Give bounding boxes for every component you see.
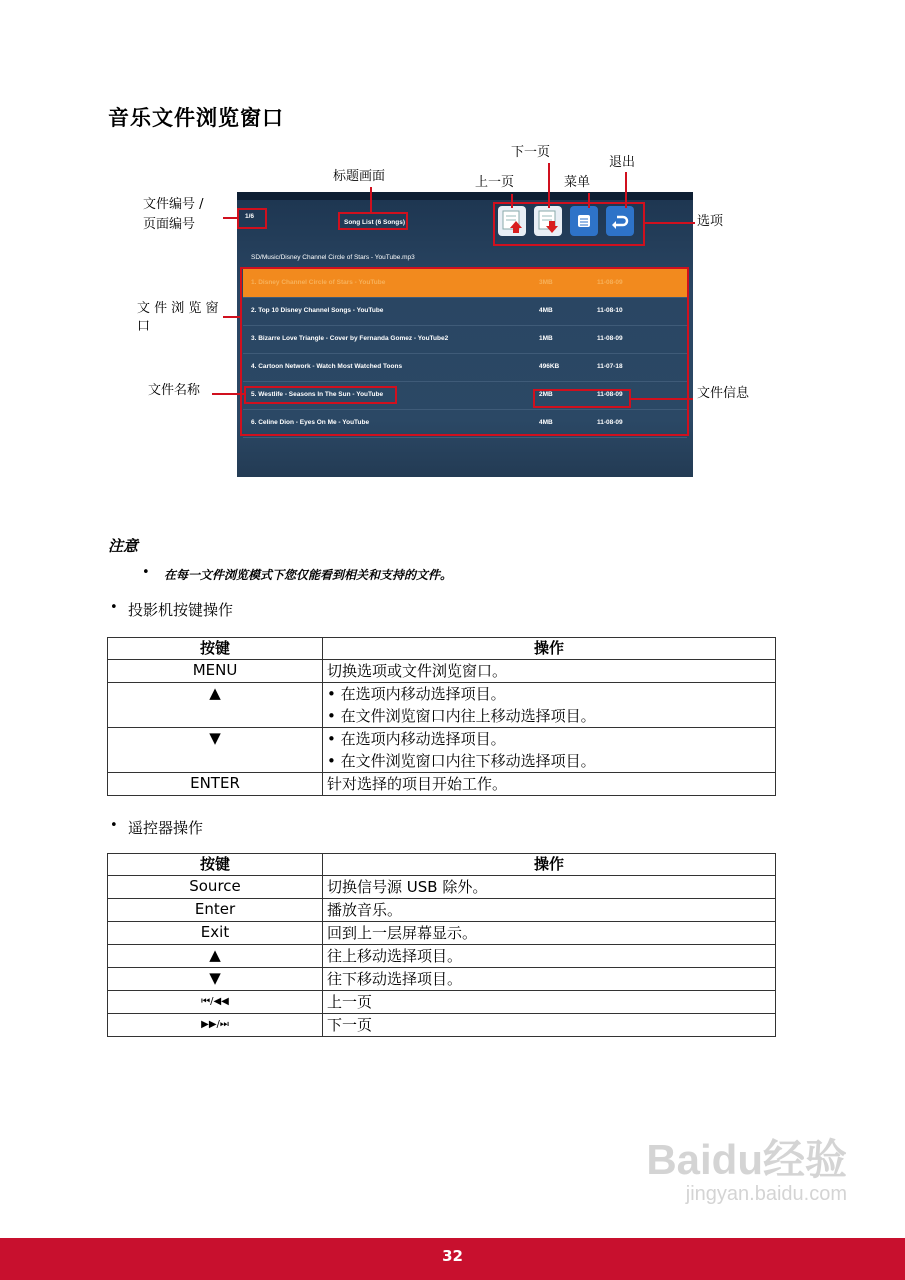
file-name: 4. Cartoon Network - Watch Most Watched Toons [251, 363, 403, 370]
callout-next-page: 下一页 [511, 145, 551, 160]
file-date: 11-08-09 [597, 279, 623, 286]
screen-list-title: Song List (6 Songs) [344, 219, 406, 226]
action-cell [323, 683, 776, 728]
table-header-action: 操作 [323, 638, 776, 660]
projector-keys-table [107, 637, 776, 796]
callout-exit: 退出 [609, 155, 636, 170]
baidu-watermark [646, 1138, 847, 1206]
action-cell: 下一页 [323, 1014, 776, 1037]
file-name: 5. Westlife - Seasons In The Sun - YouTube [251, 391, 384, 398]
action-cell: 播放音乐。 [323, 899, 776, 922]
action-bullet [327, 750, 771, 772]
bullet-dot: • [327, 752, 341, 770]
callout-file-page-number: 文件编号 / [143, 197, 204, 212]
action-cell: 上一页 [323, 991, 776, 1014]
page-number: 32 [0, 1238, 905, 1280]
action-text: 在文件浏览窗口内往下移动选择项目。 [340, 752, 596, 770]
action-bullet [327, 683, 771, 705]
callout-prev-page: 上一页 [475, 175, 515, 190]
file-size: 496KB [539, 363, 560, 370]
projector-section-title: 投影机按键操作 [128, 601, 234, 619]
bullet-dot: • [142, 565, 150, 580]
key-cell: ENTER [108, 773, 323, 796]
key-cell: Enter [108, 899, 323, 922]
remote-keys-table [107, 853, 776, 1037]
screen-page-counter: 1/6 [245, 213, 255, 220]
callout-menu: 菜单 [564, 175, 591, 190]
title-box [338, 212, 408, 230]
callout-options: 选项 [697, 214, 724, 229]
bullet-dot: • [327, 707, 341, 725]
action-cell: 往上移动选择项目。 [323, 945, 776, 968]
note-heading: 注意 [108, 537, 139, 555]
file-date: 11-08-09 [597, 335, 623, 342]
key-cell: Source [108, 876, 323, 899]
screen-file-path: SD/Music/Disney Channel Circle of Stars - YouTube.mp3 [251, 254, 415, 261]
table-row [108, 728, 776, 773]
action-text: 在文件浏览窗口内往上移动选择项目。 [340, 707, 596, 725]
bullet-dot: • [327, 730, 341, 748]
table-row [108, 773, 776, 796]
action-text: 在选项内移动选择项目。 [340, 685, 506, 703]
file-date: 11-08-10 [597, 307, 623, 314]
file-size: 4MB [539, 307, 553, 314]
table-row [108, 991, 776, 1014]
table-row [108, 968, 776, 991]
action-cell: 往下移动选择项目。 [323, 968, 776, 991]
file-name: 1. Disney Channel Circle of Stars - YouTube [251, 279, 386, 286]
table-row [108, 899, 776, 922]
browser-window-box [240, 267, 689, 436]
table-row [108, 660, 776, 683]
key-cell: MENU [108, 660, 323, 683]
table-row [108, 1014, 776, 1037]
file-name-box [244, 386, 397, 404]
callout-browser-window-2: 口 [137, 319, 151, 334]
callout-file-name: 文件名称 [148, 383, 201, 398]
action-cell [323, 728, 776, 773]
callout-file-page-number-2: 页面编号 [143, 217, 196, 232]
watermark-url: jingyan.baidu.com [685, 1183, 847, 1205]
table-header-key: 按键 [108, 638, 323, 660]
table-row [108, 876, 776, 899]
bullet-dot: • [110, 600, 118, 615]
file-size: 1MB [539, 335, 553, 342]
options-box [493, 202, 645, 246]
table-row [108, 683, 776, 728]
key-cell: ▲ [108, 945, 323, 968]
file-size: 2MB [539, 391, 553, 398]
key-cell: Exit [108, 922, 323, 945]
callout-file-info: 文件信息 [697, 386, 750, 401]
key-cell: ▲ [108, 683, 323, 728]
remote-section-title: 遥控器操作 [128, 819, 204, 837]
table-header-key: 按键 [108, 854, 323, 876]
action-bullet [327, 705, 771, 727]
key-cell: ▼ [108, 728, 323, 773]
page-counter-box [237, 208, 267, 229]
table-row [108, 945, 776, 968]
watermark-brand: Baidu经验 [646, 1136, 847, 1183]
callout-title-screen: 标题画面 [333, 169, 386, 184]
action-cell: 回到上一层屏幕显示。 [323, 922, 776, 945]
file-name: 2. Top 10 Disney Channel Songs - YouTube [251, 307, 384, 314]
action-cell: 切换信号源 USB 除外。 [323, 876, 776, 899]
file-name: 3. Bizarre Love Triangle - Cover by Fernanda Gomez - YouTube2 [251, 335, 449, 342]
callout-browser-window: 文 件 浏 览 窗 [137, 301, 219, 316]
table-row [108, 922, 776, 945]
table-header-action: 操作 [323, 854, 776, 876]
action-text: 在选项内移动选择项目。 [340, 730, 506, 748]
bullet-dot: • [327, 685, 341, 703]
action-cell: 针对选择的项目开始工作。 [323, 773, 776, 796]
action-cell: 切换选项或文件浏览窗口。 [323, 660, 776, 683]
page-title: 音乐文件浏览窗口 [108, 106, 284, 130]
file-date: 11-08-09 [597, 391, 623, 398]
file-info-box [533, 389, 631, 408]
file-size: 4MB [539, 419, 553, 426]
file-date: 11-08-09 [597, 419, 623, 426]
file-size: 3MB [539, 279, 553, 286]
key-cell: ▼ [108, 968, 323, 991]
file-name: 6. Celine Dion - Eyes On Me - YouTube [251, 419, 370, 426]
key-cell: ▶▶/⏭ [108, 1014, 323, 1037]
file-date: 11-07-18 [597, 363, 623, 370]
note-text: 在每一文件浏览模式下您仅能看到相关和支持的文件。 [164, 568, 453, 582]
bullet-dot: • [110, 818, 118, 833]
key-cell: ⏮/◀◀ [108, 991, 323, 1014]
action-bullet [327, 728, 771, 750]
